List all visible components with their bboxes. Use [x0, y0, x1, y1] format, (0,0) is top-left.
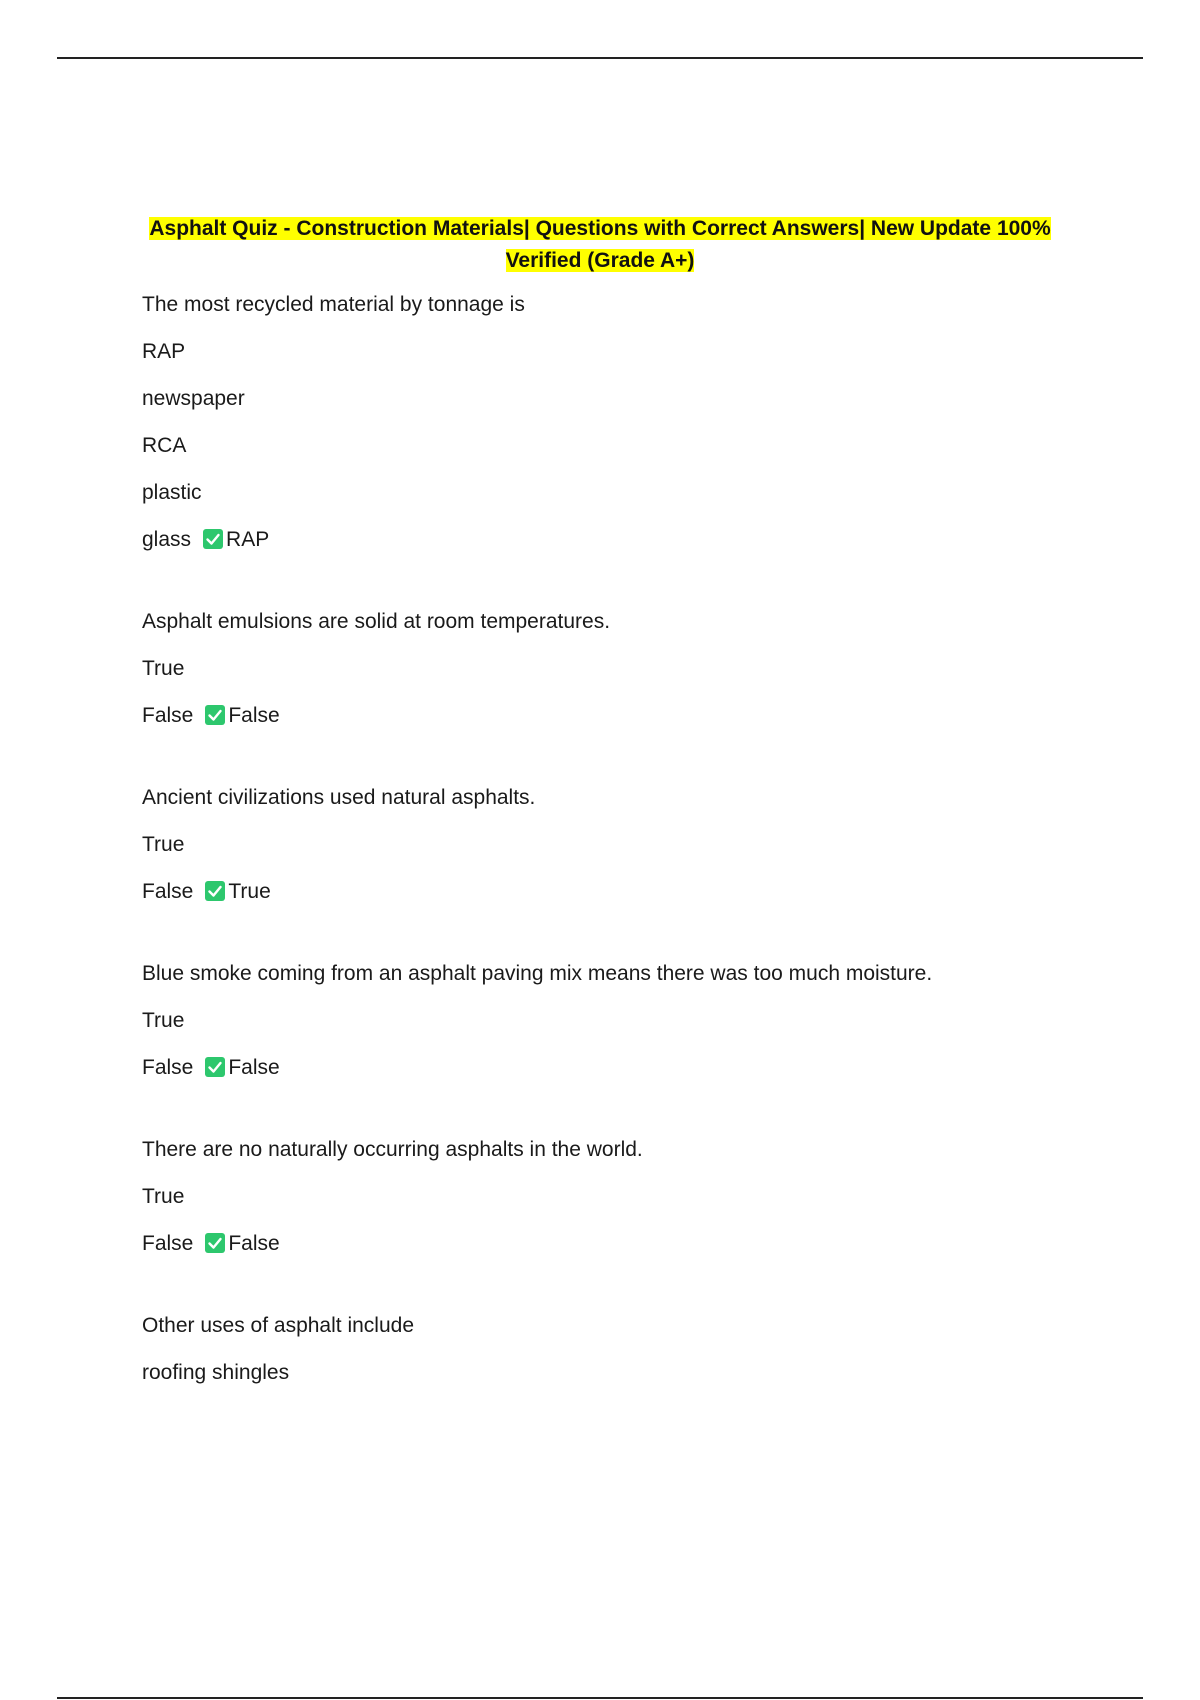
green-check-icon — [205, 705, 225, 725]
option-text: RCA — [142, 434, 187, 457]
option-text: newspaper — [142, 387, 245, 410]
answer-option — [142, 431, 1102, 478]
answer-option — [142, 701, 1102, 731]
answer-option — [142, 478, 1102, 525]
question-prompt: Asphalt emulsions are solid at room temperatures. — [142, 610, 611, 633]
question-block — [142, 959, 1102, 1083]
question-prompt: The most recycled material by tonnage is — [142, 293, 525, 316]
option-text: False — [142, 704, 194, 727]
title-line-1: Asphalt Quiz - Construction Materials| Questions with Correct Answers| New Update 100% — [149, 217, 1051, 240]
footer-rule — [57, 1697, 1143, 1699]
option-text: False — [142, 1056, 194, 1079]
option-text: True — [142, 833, 185, 856]
question-block — [142, 783, 1102, 907]
answer-option — [142, 877, 1102, 907]
question-prompt: There are no naturally occurring asphalts in the world. — [142, 1138, 643, 1161]
question-block — [142, 1135, 1102, 1259]
option-text: False — [142, 1232, 194, 1255]
option-text: roofing shingles — [142, 1361, 290, 1384]
option-text: plastic — [142, 481, 202, 504]
green-check-icon — [205, 1057, 225, 1077]
answer-option — [142, 654, 1102, 701]
question-block — [142, 290, 1102, 555]
question-prompt: Blue smoke coming from an asphalt paving mix means there was too much moisture. — [142, 962, 933, 985]
answer-option — [142, 337, 1102, 384]
answer-option — [142, 1182, 1102, 1229]
question-prompt: Ancient civilizations used natural asphalts. — [142, 786, 536, 809]
green-check-icon — [203, 529, 223, 549]
correct-answer: True — [228, 880, 271, 903]
correct-answer: RAP — [226, 528, 270, 551]
header-rule — [57, 57, 1143, 59]
option-text: True — [142, 1185, 185, 1208]
option-text: False — [142, 880, 194, 903]
option-text: True — [142, 1009, 185, 1032]
correct-answer: False — [228, 1056, 280, 1079]
answer-option — [142, 525, 1102, 555]
correct-answer: False — [228, 1232, 280, 1255]
answer-option — [142, 384, 1102, 431]
answer-option — [142, 1006, 1102, 1053]
option-text: True — [142, 657, 185, 680]
question-list — [142, 290, 1102, 1440]
title-line-2: Verified (Grade A+) — [505, 249, 695, 272]
green-check-icon — [205, 1233, 225, 1253]
correct-answer: False — [228, 704, 280, 727]
green-check-icon — [205, 881, 225, 901]
answer-option — [142, 1053, 1102, 1083]
question-block — [142, 1311, 1102, 1388]
question-prompt: Other uses of asphalt include — [142, 1314, 414, 1337]
question-block — [142, 607, 1102, 731]
answer-option — [142, 830, 1102, 877]
answer-option — [142, 1358, 1102, 1388]
answer-option — [142, 1229, 1102, 1259]
document-title — [130, 213, 1070, 277]
option-text: glass — [142, 528, 192, 551]
option-text: RAP — [142, 340, 186, 363]
